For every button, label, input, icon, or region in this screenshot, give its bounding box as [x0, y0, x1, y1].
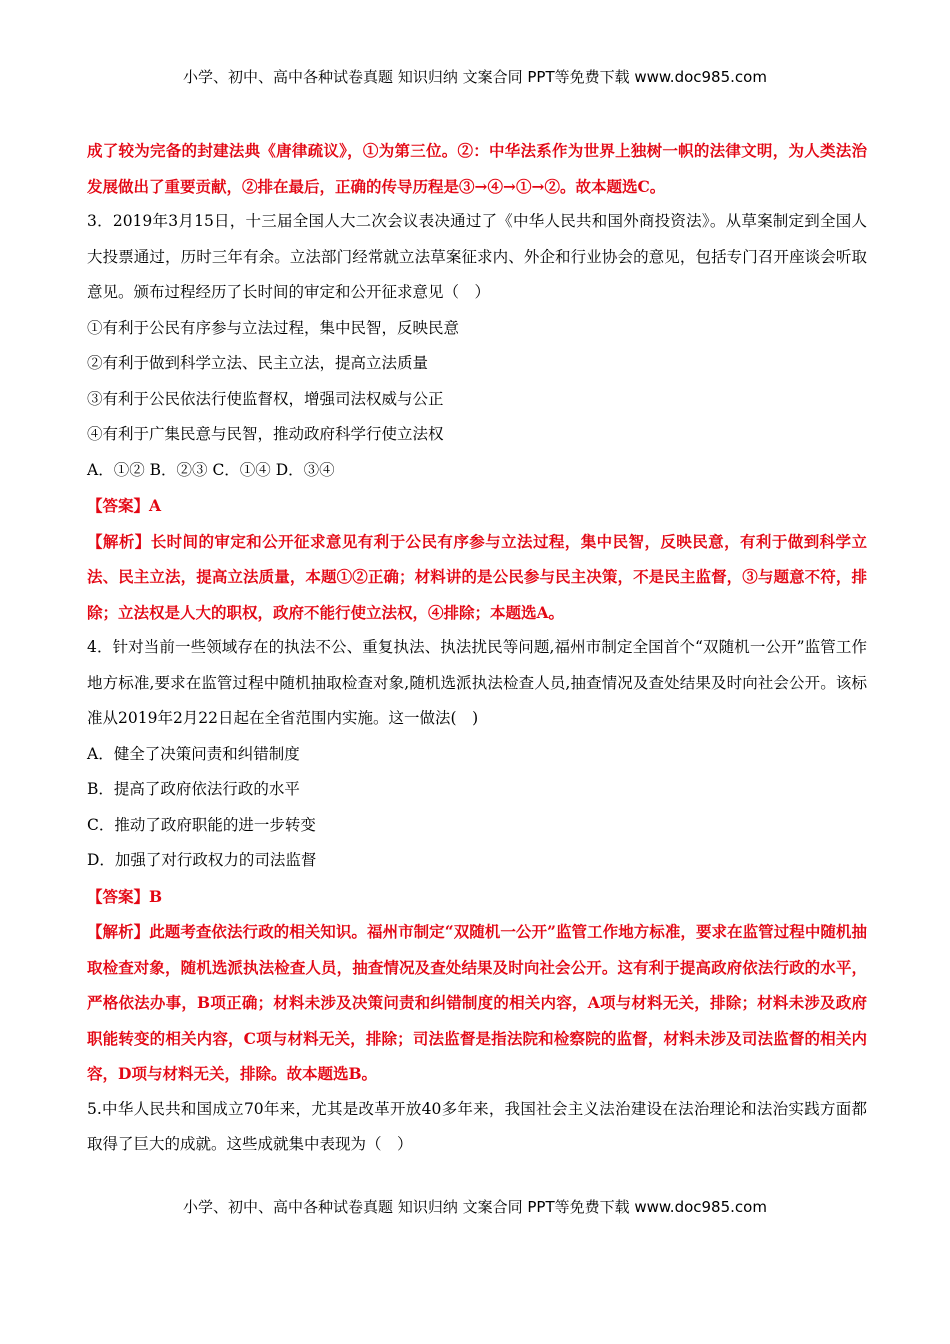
q4-option-a: A．健全了决策问责和纠错制度	[87, 744, 300, 763]
q4-option-c: C．推动了政府职能的进一步转变	[87, 815, 316, 834]
q3-item-2: ②有利于做到科学立法、民主立法，提高立法质量	[87, 354, 429, 372]
q3-answer: 【答案】A	[87, 496, 162, 515]
q4-answer: 【答案】B	[87, 886, 163, 906]
q3-item-3: ③有利于公民依法行使监督权，增强司法权威与公正	[87, 389, 444, 408]
q4-option-b: B．提高了政府依法行政的水平	[87, 780, 300, 798]
q3-item-4: ④有利于广集民意与民智，推动政府科学行使立法权	[87, 425, 444, 443]
footer-banner: 小学、初中、高中各种试卷真题 知识归纳 文案合同 PPT等免费下载 www.doc985.com	[183, 1198, 767, 1216]
q3-item-1: ①有利于公民有序参与立法过程，集中民智，反映民意	[87, 318, 460, 337]
q3-analysis: 【解析】长时间的审定和公开征求意见有利于公民有序参与立法过程，集中民智，反映民意，有利于做到科学立法、民主立法，提高立法质量，本题①②正确；材料讲的是公民参与民主决策，不是民主监督，③与题意不符，排除；立法权是人大的职权，政府不能行使立法权，④排除；本题选A。	[87, 531, 867, 622]
document-body	[87, 133, 867, 1163]
q4-analysis: 【解析】此题考查依法行政的相关知识。福州市制定“双随机一公开”监管工作地方标准，要求在监管过程中随机抽取检查对象，随机选派执法检查人员，抽查情况及查处结果及时向社会公开。这有利于提高政府依法行政的水平，严格依法办事，B项正确；材料未涉及决策问责和纠错制度的相关内容，A项与材料无关，排除；材料未涉及政府职能转变的相关内容，C项与材料无关，排除；司法监督是指法院和检察院的监督，材料未涉及司法监督的相关内容，D项与材料无关，排除。故本题选B。	[87, 922, 867, 1083]
q5-stem: 5.中华人民共和国成立70年来，尤其是改革开放40多年来，我国社会主义法治建设在法治理论和法治实践方面都取得了巨大的成就。这些成就集中表现为（ ）	[87, 1099, 867, 1153]
q3-options: A．①② B．②③ C．①④ D．③④	[87, 460, 335, 479]
q4-option-d: D．加强了对行政权力的司法监督	[87, 851, 317, 869]
header-banner: 小学、初中、高中各种试卷真题 知识归纳 文案合同 PPT等免费下载 www.doc985.com	[183, 68, 767, 86]
q2-analysis-tail: 成了较为完备的封建法典《唐律疏议》，①为第三位。②：中华法系作为世界上独树一帜的法律文明，为人类法治发展做出了重要贡献，②排在最后，正确的传导历程是③→④→①→②。故本题选C。	[87, 141, 867, 196]
q4-stem: 4．针对当前一些领域存在的执法不公、重复执法、执法扰民等问题,福州市制定全国首个“双随机一公开”监管工作地方标准,要求在监管过程中随机抽取检查对象,随机选派执法检查人员,抽查情况及查处结果及时向社会公开。该标准从2019年2月22日起在全省范围内实施。这一做法( )	[87, 638, 867, 727]
q3-stem: 3．2019年3月15日，十三届全国人大二次会议表决通过了《中华人民共和国外商投资法》。从草案制定到全国人大投票通过，历时三年有余。立法部门经常就立法草案征求内、外企和行业协会的意见，包括专门召开座谈会听取意见。颁布过程经历了长时间的审定和公开征求意见（ ）	[87, 212, 867, 301]
